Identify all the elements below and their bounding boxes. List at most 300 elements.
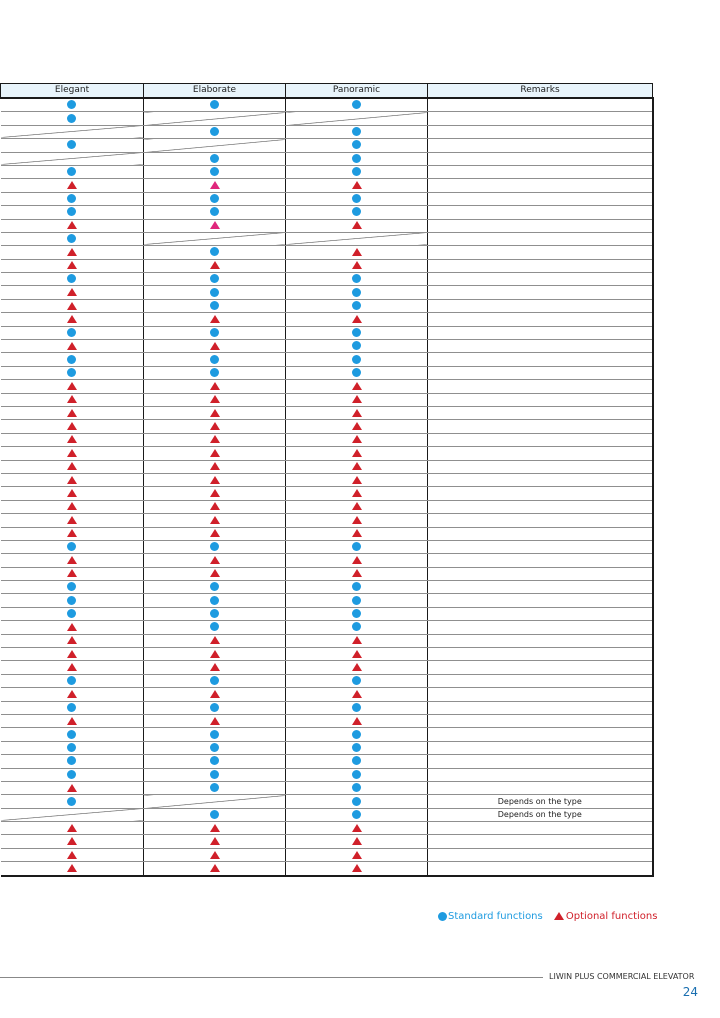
standard-circle-icon [352,355,361,364]
optional-triangle-icon [352,864,362,872]
functions-table [0,83,654,877]
remarks-cell [428,125,653,138]
standard-circle-icon [67,167,76,176]
optional-triangle-icon [352,556,362,564]
remarks-cell [428,540,653,553]
table-cell [286,781,428,794]
table-cell [1,420,144,433]
remarks-cell: Depends on the type [428,808,653,821]
table-cell [1,433,144,446]
table-cell [144,848,286,861]
table-cell [1,366,144,379]
remarks-cell [428,487,653,500]
table-row [1,286,653,299]
table-body [1,98,653,876]
optional-triangle-icon [67,476,77,484]
remarks-cell [428,781,653,794]
table-cell [144,232,286,245]
standard-circle-icon [67,207,76,216]
remarks-cell [428,353,653,366]
standard-circle-icon [67,140,76,149]
table-cell [144,540,286,553]
table-cell [1,326,144,339]
optional-triangle-icon [352,462,362,470]
table-cell [144,259,286,272]
table-cell [1,714,144,727]
remarks-cell [428,192,653,205]
standard-circle-icon [352,328,361,337]
table-cell [286,648,428,661]
standard-circle-icon [210,582,219,591]
page-number: 24 [682,985,698,999]
optional-triangle-icon [210,824,220,832]
table-cell [286,460,428,473]
optional-triangle-icon [67,422,77,430]
table-cell [286,848,428,861]
table-row [1,607,653,620]
table-cell [1,835,144,848]
standard-circle-icon [438,912,447,921]
table-row [1,728,653,741]
standard-circle-icon [210,596,219,605]
standard-circle-icon [352,582,361,591]
remarks-cell [428,835,653,848]
standard-circle-icon [210,301,219,310]
table-row [1,406,653,419]
optional-triangle-icon [67,569,77,577]
table-cell [144,152,286,165]
table-cell [1,755,144,768]
standard-circle-icon [210,100,219,109]
table-cell [286,246,428,259]
remarks-cell [428,273,653,286]
table-cell [144,594,286,607]
standard-circle-icon [210,743,219,752]
optional-triangle-icon [210,221,220,229]
remarks-cell [428,755,653,768]
table-cell [1,688,144,701]
table-row [1,165,653,178]
table-row [1,98,653,112]
table-cell [144,567,286,580]
table-row [1,567,653,580]
remarks-cell [428,112,653,125]
standard-circle-icon [67,582,76,591]
table-cell [1,741,144,754]
remarks-cell [428,862,653,876]
standard-circle-icon [210,609,219,618]
table-cell [286,433,428,446]
remarks-cell [428,500,653,513]
standard-circle-icon [352,810,361,819]
table-row [1,808,653,821]
optional-triangle-icon [210,663,220,671]
table-row [1,232,653,245]
table-cell [144,125,286,138]
table-cell [1,219,144,232]
optional-triangle-icon [67,382,77,390]
table-cell [286,406,428,419]
optional-triangle-icon [67,181,77,189]
table-cell [1,112,144,125]
table-row [1,246,653,259]
table-cell [1,313,144,326]
remarks-cell [428,206,653,219]
optional-triangle-icon [67,717,77,725]
legend [438,911,657,923]
table-cell [286,326,428,339]
table-cell [286,152,428,165]
table-cell [286,554,428,567]
table-cell [286,219,428,232]
standard-circle-icon [210,194,219,203]
standard-circle-icon [67,234,76,243]
standard-circle-icon [210,328,219,337]
standard-circle-icon [210,368,219,377]
standard-circle-icon [352,288,361,297]
remarks-cell [428,567,653,580]
table-cell [1,125,144,138]
table-cell [1,259,144,272]
table-cell [1,473,144,486]
standard-circle-icon [352,783,361,792]
optional-triangle-icon [67,435,77,443]
standard-circle-icon [67,368,76,377]
table-cell [144,688,286,701]
standard-circle-icon [352,596,361,605]
table-cell [144,487,286,500]
table-row [1,688,653,701]
table-row [1,487,653,500]
table-cell [286,768,428,781]
standard-circle-icon [210,622,219,631]
table-cell [1,781,144,794]
table-cell [1,139,144,152]
optional-triangle-icon [67,288,77,296]
standard-circle-icon [67,328,76,337]
optional-triangle-icon [67,342,77,350]
remarks-cell [428,741,653,754]
table-cell [286,808,428,821]
table-cell [144,808,286,821]
table-cell [144,835,286,848]
optional-triangle-icon [67,529,77,537]
table-cell [286,714,428,727]
optional-triangle-icon [67,409,77,417]
table-cell [144,286,286,299]
table-cell [1,621,144,634]
table-cell [286,232,428,245]
optional-triangle-icon [210,837,220,845]
table-cell [144,741,286,754]
remarks-cell [428,232,653,245]
table-cell [286,353,428,366]
optional-triangle-icon [352,529,362,537]
table-cell [1,286,144,299]
remarks-cell [428,420,653,433]
table-cell [144,326,286,339]
table-row [1,447,653,460]
table-cell [144,433,286,446]
table-cell [286,701,428,714]
optional-triangle-icon [67,395,77,403]
optional-triangle-icon [67,650,77,658]
table-cell [286,273,428,286]
remarks-cell [428,139,653,152]
optional-triangle-icon [352,636,362,644]
remarks-cell [428,554,653,567]
optional-triangle-icon [67,663,77,671]
table-cell [286,313,428,326]
optional-triangle-icon [352,248,362,256]
standard-circle-icon [67,596,76,605]
table-cell [1,273,144,286]
table-cell [1,527,144,540]
remarks-cell [428,768,653,781]
table-cell [144,380,286,393]
optional-triangle-icon [67,315,77,323]
standard-circle-icon [67,609,76,618]
standard-circle-icon [210,676,219,685]
table-row [1,514,653,527]
table-cell [286,862,428,876]
optional-triangle-icon [554,912,564,920]
table-cell [144,406,286,419]
table-row [1,835,653,848]
optional-triangle-icon [67,302,77,310]
remarks-cell [428,152,653,165]
table-cell [1,98,144,112]
optional-triangle-icon [352,502,362,510]
table-cell [144,98,286,112]
table-row [1,273,653,286]
table-row [1,313,653,326]
table-row [1,473,653,486]
optional-triangle-icon [210,476,220,484]
remarks-cell [428,527,653,540]
table-cell [144,313,286,326]
table-cell [144,246,286,259]
remarks-cell [428,594,653,607]
table-cell [286,286,428,299]
table-cell [286,98,428,112]
optional-triangle-icon [352,449,362,457]
remarks-cell [428,648,653,661]
table-row [1,433,653,446]
table-cell [286,192,428,205]
table-row [1,581,653,594]
standard-circle-icon [67,355,76,364]
optional-triangle-icon [352,476,362,484]
optional-triangle-icon [352,261,362,269]
optional-triangle-icon [67,502,77,510]
standard-circle-icon [210,756,219,765]
standard-circle-icon [352,167,361,176]
standard-circle-icon [352,797,361,806]
standard-circle-icon [210,730,219,739]
column-header-remarks: Remarks [428,84,653,99]
standard-circle-icon [352,274,361,283]
standard-circle-icon [67,542,76,551]
standard-circle-icon [67,194,76,203]
table-cell [144,581,286,594]
optional-triangle-icon [67,784,77,792]
table-row [1,500,653,513]
standard-circle-icon [67,274,76,283]
table-cell [1,554,144,567]
optional-triangle-icon [210,449,220,457]
table-cell [144,648,286,661]
table-cell [1,594,144,607]
standard-circle-icon [210,770,219,779]
table-cell [286,688,428,701]
standard-circle-icon [352,770,361,779]
standard-circle-icon [352,127,361,136]
table-cell [144,473,286,486]
remarks-cell [428,674,653,687]
table-cell [286,420,428,433]
standard-circle-icon [210,810,219,819]
optional-triangle-icon [67,556,77,564]
table-cell [144,554,286,567]
remarks-cell [428,165,653,178]
optional-triangle-icon [67,248,77,256]
remarks-cell [428,393,653,406]
optional-triangle-icon [67,623,77,631]
table-row [1,420,653,433]
footer-divider [0,977,543,978]
table-row [1,822,653,835]
table-cell [286,473,428,486]
table-cell [1,661,144,674]
table-cell [286,299,428,312]
standard-circle-icon [210,783,219,792]
table-cell [1,768,144,781]
optional-triangle-icon [210,864,220,872]
table-cell [286,393,428,406]
table-row [1,701,653,714]
remarks-cell: Depends on the type [428,795,653,808]
remarks-cell [428,366,653,379]
table-row [1,848,653,861]
table-row [1,862,653,876]
optional-triangle-icon [210,489,220,497]
table-row [1,125,653,138]
table-cell [144,527,286,540]
table-cell [1,581,144,594]
optional-triangle-icon [210,556,220,564]
optional-triangle-icon [67,864,77,872]
table-cell [144,179,286,192]
table-row [1,219,653,232]
footer-brand: LIWIN PLUS COMMERCIAL ELEVATOR [549,972,695,981]
table-cell [286,340,428,353]
table-cell [144,634,286,647]
standard-circle-icon [352,730,361,739]
remarks-cell [428,326,653,339]
optional-triangle-icon [67,636,77,644]
table-cell [144,340,286,353]
remarks-cell [428,473,653,486]
table-cell [286,487,428,500]
table-cell [1,380,144,393]
standard-circle-icon [210,274,219,283]
optional-triangle-icon [352,824,362,832]
table-row [1,741,653,754]
table-row [1,112,653,125]
standard-circle-icon [210,207,219,216]
optional-triangle-icon [352,382,362,390]
table-cell [144,460,286,473]
table-cell [1,340,144,353]
standard-circle-icon [352,341,361,350]
optional-triangle-icon [210,502,220,510]
table-cell [144,206,286,219]
table-cell [1,728,144,741]
standard-circle-icon [352,154,361,163]
standard-circle-icon [352,194,361,203]
table-cell [1,822,144,835]
table-cell [286,661,428,674]
table-cell [286,621,428,634]
standard-circle-icon [352,756,361,765]
table-row [1,714,653,727]
standard-circle-icon [210,703,219,712]
table-cell [1,192,144,205]
table-row [1,179,653,192]
table-cell [1,299,144,312]
table-cell [1,567,144,580]
remarks-cell [428,607,653,620]
optional-triangle-icon [210,717,220,725]
remarks-cell [428,621,653,634]
table-cell [144,621,286,634]
optional-triangle-icon [210,516,220,524]
standard-circle-icon [67,100,76,109]
standard-circle-icon [67,676,76,685]
standard-circle-icon [210,247,219,256]
optional-triangle-icon [67,462,77,470]
optional-triangle-icon [67,489,77,497]
table-row [1,460,653,473]
standard-circle-icon [352,207,361,216]
standard-circle-icon [352,622,361,631]
table-cell [144,192,286,205]
table-cell [144,714,286,727]
standard-circle-icon [352,703,361,712]
optional-triangle-icon [210,435,220,443]
optional-triangle-icon [352,221,362,229]
table-row [1,393,653,406]
table-cell [286,581,428,594]
table-cell [1,674,144,687]
standard-circle-icon [352,100,361,109]
table-row [1,594,653,607]
remarks-cell [428,447,653,460]
standard-circle-icon [67,756,76,765]
table-cell [144,500,286,513]
table-cell [1,152,144,165]
standard-circle-icon [210,167,219,176]
remarks-cell [428,728,653,741]
table-cell [144,768,286,781]
table-cell [1,406,144,419]
table-cell [1,701,144,714]
table-row [1,768,653,781]
optional-triangle-icon [67,449,77,457]
remarks-cell [428,286,653,299]
table-row [1,366,653,379]
